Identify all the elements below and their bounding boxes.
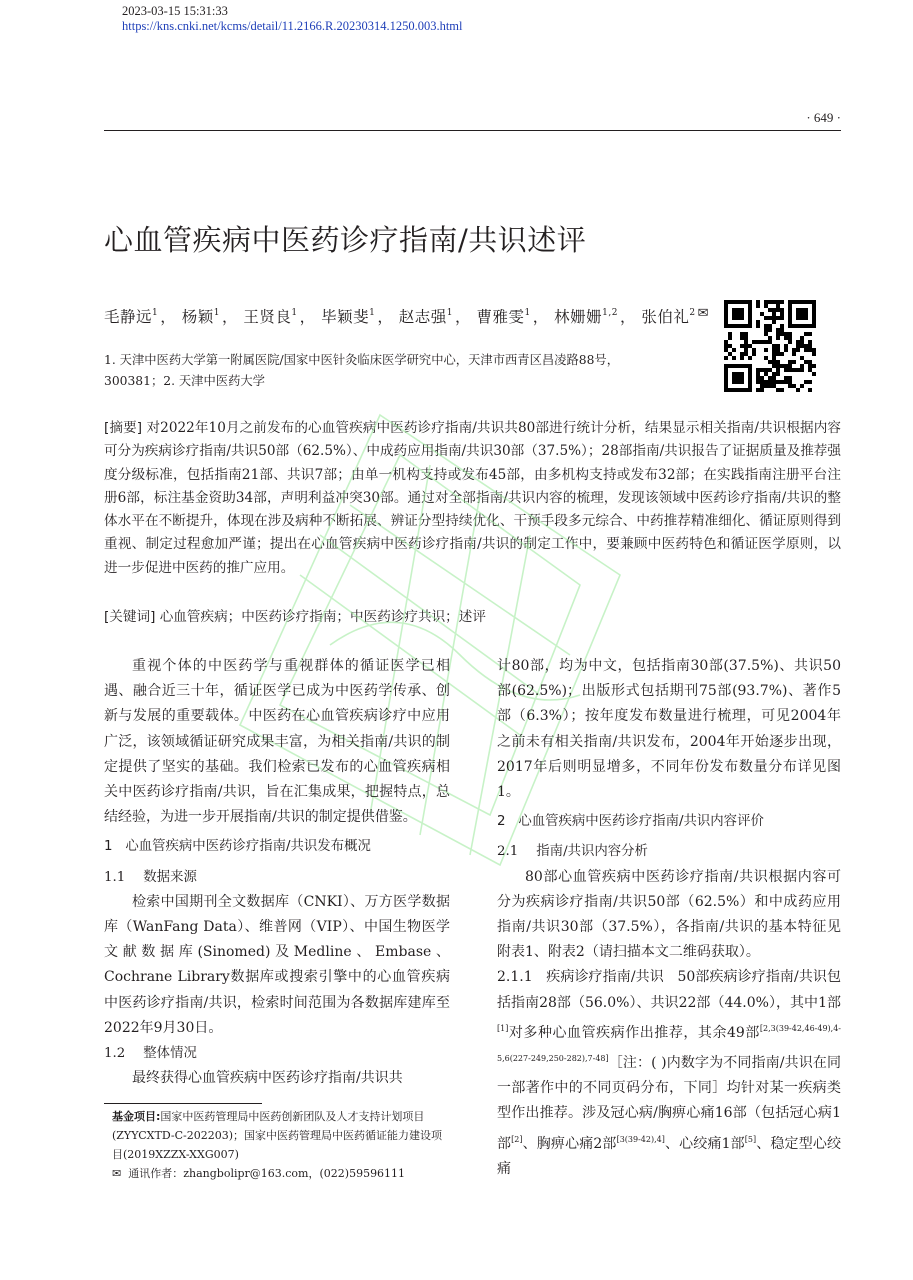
left-column	[104, 654, 450, 1091]
citation-ref[interactable]: [3(39-42),4]	[616, 1134, 665, 1144]
author-name: 王贤良	[243, 308, 292, 326]
section-number: 2	[497, 814, 506, 830]
overview-paragraph: 最终获得心血管疾病中医药诊疗指南/共识共	[132, 1070, 403, 1087]
author-affiliation: 1	[524, 308, 531, 318]
header-rule	[104, 130, 841, 131]
author-name: 毕颖斐	[321, 308, 370, 326]
author-name: 毛静远	[104, 308, 153, 326]
subsection-title: 疾病诊疗指南/共识	[546, 969, 664, 986]
keywords-label: [关键词]	[104, 609, 156, 625]
footnote-rule	[104, 1103, 262, 1104]
citation-ref[interactable]: [1]	[497, 1023, 509, 1033]
paragraph-text: 、胸痹心痛2部	[522, 1135, 617, 1152]
author-name: 张伯礼	[641, 308, 690, 326]
funding-label: 基金项目:	[112, 1110, 161, 1123]
abstract-text: 对2022年10月之前发布的心血管疾病中医药诊疗指南/共识共80部进行统计分析，结果显示相关指南/共识根据内容可分为疾病诊疗指南/共识50部（62.5%）、中成药应用指南/共识30部（37.5%）；28部指南/共识报告了证据质量及推荐强度分级标准，包括指南21部、共识7部；由单一机构支持或发布45部，由多机构支持或发布32部；在实践指南注册平台注册6部，标注基金资助34部，声明利益冲突30部。通过对全部指南/共识内容的梳理，发现该领域中医药诊疗指南/共识的整体水平在不断提升，体现在涉及病种不断拓展、辨证分型持续优化、干预手段多元综合、中药推荐精准细化、循证原则得到重视、制定过程愈加严谨；提出在心血管疾病中医药诊疗指南/共识的制定工作中，要兼顾中医药特色和循证医学原则，以进一步促进中医药的推广应用。	[104, 420, 842, 576]
subsection-title: 指南/共识内容分析	[536, 844, 648, 860]
subsection-number: 2.1	[497, 844, 519, 860]
disease-guideline-paragraph	[497, 965, 841, 1182]
corresponding-text: 通讯作者：zhangbolipr@163.com，(022)59596111	[128, 1167, 406, 1180]
qr-code-icon[interactable]	[724, 300, 816, 392]
author-affiliation: 1	[213, 308, 220, 318]
paragraph-text: ［注：( )内数字为不同指南/共识在同一部著作中的不同页码分布，下同］均针对某一疾病类型作出推荐。涉及冠心病/胸痹心痛16部（包括冠心病1部	[497, 1055, 841, 1152]
author-affiliation: 1	[446, 308, 453, 318]
content-analysis-paragraph: 80部心血管疾病中医药诊疗指南/共识根据内容可分为疾病诊疗指南/共识50部（62.5%）和中成药应用指南/共识30部（37.5%），各指南/共识的基本特征见附表1、附表2（请扫描本文二维码获取）。	[497, 868, 841, 961]
subsection-title: 整体情况	[143, 1046, 197, 1062]
affiliations: 1. 天津中医药大学第一附属医院/国家中医针灸临床医学研究中心，天津市西青区昌凌路88号，300381；2. 天津中医药大学	[104, 353, 620, 388]
author-name: 杨颖	[181, 308, 214, 326]
author-affiliation: 1	[152, 308, 159, 318]
keywords-text: 心血管疾病；中医药诊疗指南；中医药诊疗共识；述评	[159, 609, 486, 625]
overview-continued: 计80部，均为中文，包括指南30部(37.5%)、共识50部(62.5%)；出版形式包括期刊75部(93.7%)、著作5部（6.3%）；按年度发布数量进行梳理，可见2004年之前未有相关指南/共识发布，2004年开始逐步出现，2017年后则明显增多，不同年份发布数量分布详见图1。	[497, 658, 841, 801]
author-affiliation: 1	[369, 308, 376, 318]
envelope-icon: ✉	[697, 306, 710, 321]
funding-note	[112, 1107, 452, 1164]
funding-text: 国家中医药管理局中医药创新团队及人才支持计划项目(ZYYCXTD-C-202203)；国家中医药管理局中医药循证能力建设项目(2019XZZX-XXG007)	[112, 1110, 443, 1161]
article-title: 心血管疾病中医药诊疗指南/共识述评	[104, 223, 587, 257]
page-number: · 649 ·	[806, 110, 841, 125]
author-list: 毛静远$^1$ ， 杨颖$^1$ ， 王贤良$^1$ ， 毕颖斐$^1$ ， 赵志强$^1$ ， 曹雅雯$^1$ ， 林姗姗$^{1,2}$ ， 张伯礼$^2$ ✉	[104, 306, 710, 326]
section-heading-2	[497, 809, 841, 834]
cnki-stamp	[122, 4, 463, 34]
subsection-title: 数据来源	[143, 869, 197, 885]
abstract-label: [摘要]	[104, 420, 143, 436]
data-source-paragraph: 检索中国期刊全文数据库（CNKI）、万方医学数据库（WanFang Data）、维普网（VIP）、中国生物医学文献数据库(Sinomed)及Medline、Embase、Cochrane Library数据库或搜索引擎中的心血管疾病中医药诊疗指南/共识，检索时间范围为各数据库建库至2022年9月30日。	[104, 893, 450, 1036]
abstract	[104, 417, 841, 580]
subsection-heading-1-2	[104, 1041, 450, 1066]
section-title: 心血管疾病中医药诊疗指南/共识发布概况	[125, 839, 371, 855]
right-column	[497, 654, 841, 1182]
corresponding-note	[112, 1164, 452, 1183]
envelope-icon: ✉	[112, 1167, 122, 1180]
section-heading-1	[104, 834, 450, 859]
author-name: 林姗姗	[554, 308, 603, 326]
stamp-url[interactable]: https://kns.cnki.net/kcms/detail/11.2166.R.20230314.1250.003.html	[122, 19, 463, 33]
author-affiliation: 1	[291, 308, 298, 318]
section-title: 心血管疾病中医药诊疗指南/共识内容评价	[518, 814, 764, 830]
citation-ref[interactable]: [2]	[511, 1134, 523, 1144]
footnote	[112, 1107, 452, 1183]
author-affiliation: 1,2	[602, 308, 618, 318]
author-name: 赵志强	[398, 308, 447, 326]
author-affiliation: 2	[689, 308, 696, 318]
subsection-number: 1.2	[104, 1046, 126, 1062]
paragraph-text: 、心绞痛1部	[664, 1135, 745, 1152]
stamp-datetime: 2023-03-15 15:31:33	[122, 4, 228, 18]
citation-ref[interactable]: [2,3(39-42,46-49),4-5,6(227-249,250-282),7-48]	[497, 1023, 841, 1064]
subsection-number: 2.1.1	[497, 969, 533, 986]
subsection-heading-2-1	[497, 839, 841, 864]
section-number: 1	[104, 839, 113, 855]
citation-ref[interactable]: [5]	[744, 1134, 757, 1144]
intro-paragraph: 重视个体的中医药学与重视群体的循证医学已相遇、融合近三十年，循证医学已成为中医药学传承、创新与发展的重要载体。中医药在心血管疾病诊疗中应用广泛，该领域循证研究成果丰富，为相关指南/共识的制定提供了坚实的基础。我们检索已发布的心血管疾病相关中医药诊疗指南/共识，旨在汇集成果，把握特点，总结经验，为进一步开展指南/共识的制定提供借鉴。	[104, 658, 450, 826]
author-name: 曹雅雯	[476, 308, 525, 326]
subsection-heading-1-1	[104, 865, 450, 890]
paragraph-text: 、稳定型心绞痛	[497, 1135, 841, 1177]
paragraph-text: 50部疾病诊疗指南/共识包括指南28部（56.0%）、共识22部（44.0%），其中1部	[497, 969, 842, 1011]
keywords	[104, 606, 841, 629]
subsection-number: 1.1	[104, 869, 126, 885]
paragraph-text: 对多种心血管疾病作出推荐，其余49部	[508, 1024, 760, 1041]
